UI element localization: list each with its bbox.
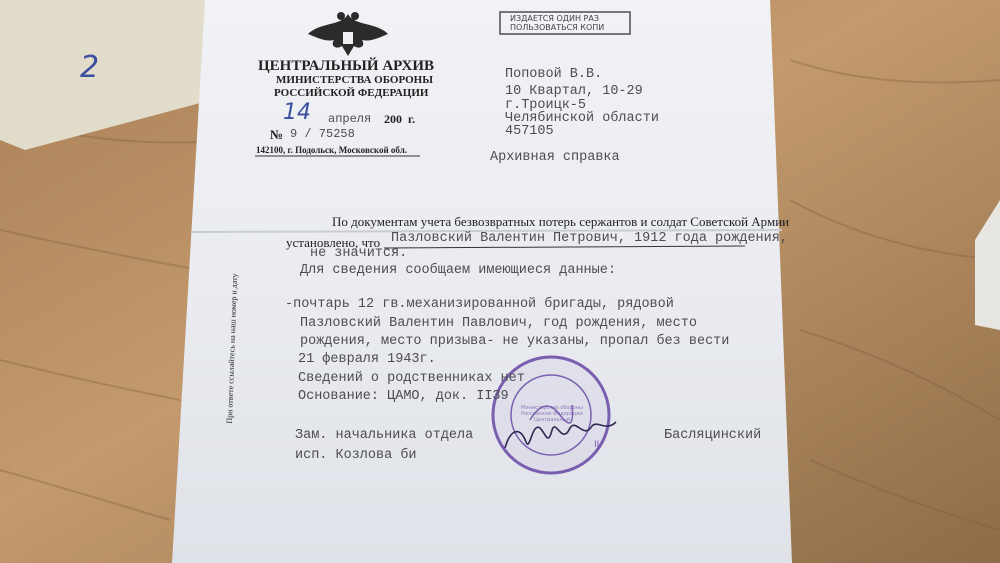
margin-note: При ответе ссылайтесь на наш номер и дату xyxy=(224,273,240,424)
recipient-line-1: Поповой В.В. xyxy=(505,67,603,82)
recipient-line-2: 10 Квартал, 10-29 xyxy=(505,84,643,99)
recipient-line-5: 457105 xyxy=(505,124,554,139)
signer-name: Басляцинский xyxy=(664,428,762,443)
org-name: ЦЕНТРАЛЬНЫЙ АРХИВ xyxy=(258,58,435,74)
detail-line-2: Пазловский Валентин Павлович, год рождения, место xyxy=(300,316,697,331)
detail-line-3: рождения, место призыва- не указаны, пропал без вести xyxy=(300,334,730,349)
archive-address: 142100, г. Подольск, Московской обл. xyxy=(256,145,407,155)
detail-line-1: -почтарь 12 гв.механизированной бригады, рядовой xyxy=(285,297,674,312)
date-day: 14 xyxy=(283,100,311,125)
top-stamp-line-1: ИЗДАЕТСЯ ОДИН РАЗ xyxy=(510,14,599,23)
date-year-prefix: 200 xyxy=(384,112,402,126)
round-stamp-text: Министерство обороны Российской Федерации Центральный xyxy=(521,405,583,423)
recipient-line-4: Челябинской области xyxy=(505,111,659,126)
signature-executor: исп. Козлова би xyxy=(295,448,417,463)
ministry-line-1: МИНИСТЕРСТВА ОБОРОНЫ xyxy=(276,74,434,86)
number-label: № xyxy=(270,127,284,142)
ministry-line-2: РОССИЙСКОЙ ФЕДЕРАЦИИ xyxy=(274,87,429,99)
round-stamp-mark: II xyxy=(594,440,600,450)
relatives-line: Сведений о родственниках нет xyxy=(298,371,525,386)
date-suffix: г. xyxy=(408,112,416,126)
intro-name: Пазловский Валентин Петрович, 1912 года рождения, xyxy=(391,231,788,246)
detail-line-4: 21 февраля 1943г. xyxy=(298,352,436,367)
date-month: апреля xyxy=(328,112,372,126)
document-title: Архивная справка xyxy=(490,150,620,165)
number-value: 9 / 75258 xyxy=(290,127,355,141)
recipient-line-3: г.Троицк-5 xyxy=(505,98,587,113)
top-stamp-line-2: ПОЛЬЗОВАТЬСЯ КОПИ xyxy=(510,23,605,32)
intro-line-1: По документам учета безвозвратных потерь сержантов и солдат Советской Армии xyxy=(332,214,790,229)
signature-position: Зам. начальника отдела xyxy=(295,428,474,443)
info-line: Для сведения сообщаем имеющиеся данные: xyxy=(300,263,616,278)
side-note-digit: 2 xyxy=(80,50,100,85)
intro-tail: не значится. xyxy=(310,246,408,261)
document-sheet xyxy=(172,0,792,563)
intro-label: установлено, что xyxy=(286,235,381,250)
basis-line: Основание: ЦАМО, док. II39 xyxy=(298,389,509,404)
